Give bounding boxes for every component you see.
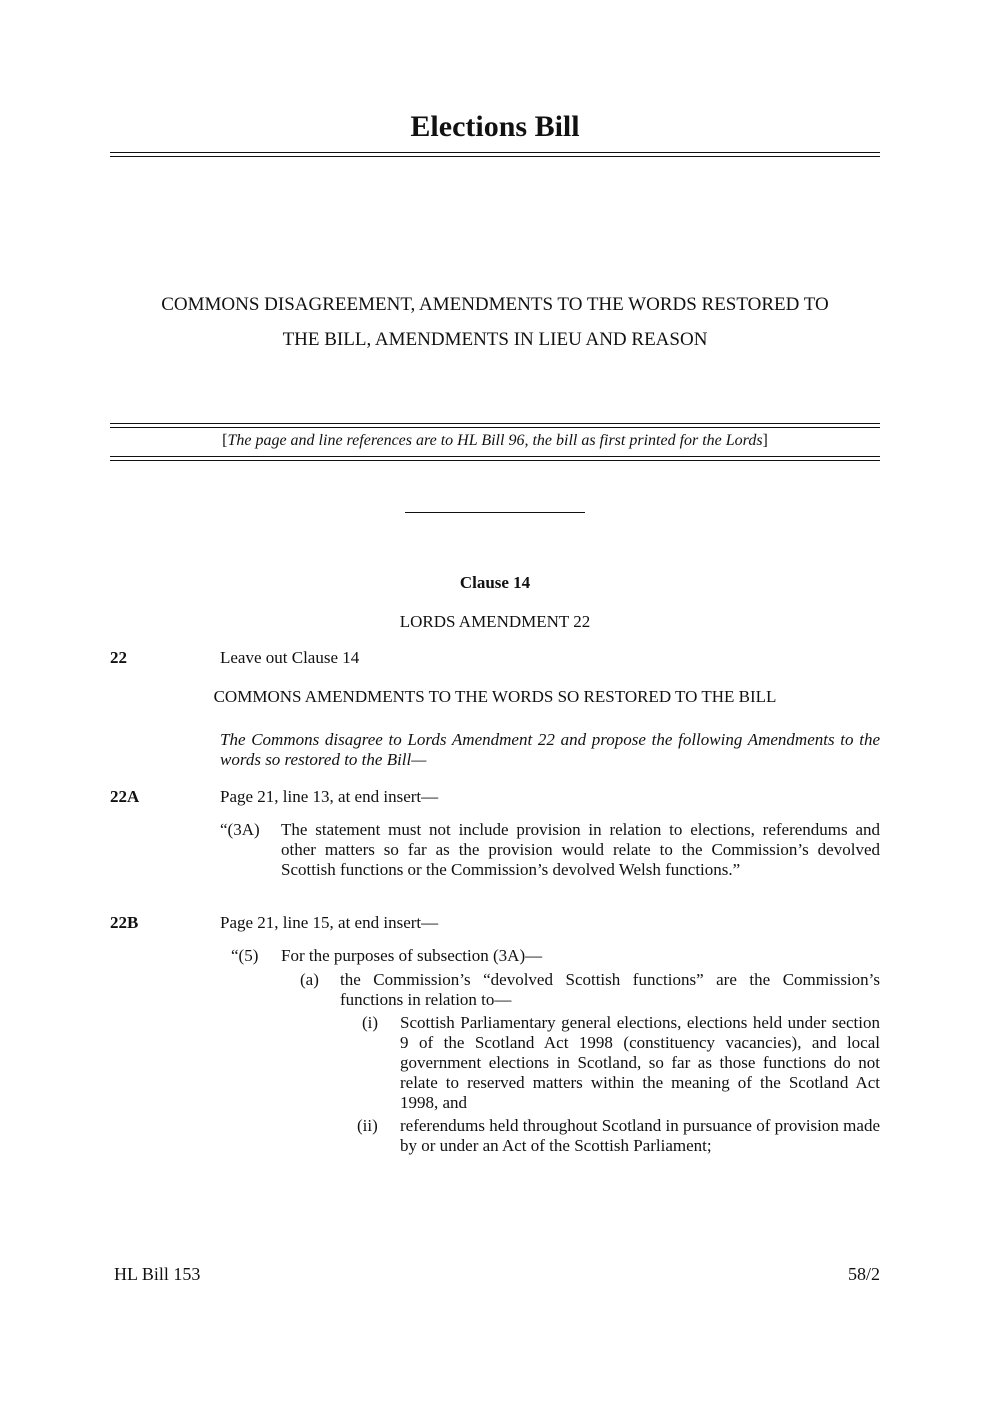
title-rule <box>110 152 880 153</box>
subsection-label: “(5) <box>231 946 259 965</box>
subsection-text: For the purposes of subsection (3A)— <box>281 946 543 965</box>
subsection-label: “(3A) <box>220 820 260 839</box>
amendment-instruction: Page 21, line 15, at end insert— <box>220 913 439 932</box>
paragraph-text: the Commission’s “devolved Scottish functions” are the Commission’s functions in relation to— <box>340 970 880 1009</box>
paragraph-label: (a) <box>300 970 319 989</box>
amendment-instruction: Page 21, line 13, at end insert— <box>220 787 439 806</box>
footer-bill-number: HL Bill 153 <box>114 1264 201 1284</box>
subparagraph-label: (i) <box>362 1013 379 1032</box>
bracket: ] <box>762 432 768 449</box>
lords-amendment-heading: LORDS AMENDMENT 22 <box>399 612 591 631</box>
document-title: Elections Bill <box>410 110 580 143</box>
title-rule <box>110 156 880 157</box>
note-rule <box>110 460 880 461</box>
note-rule <box>110 423 880 424</box>
subtitle-line: THE BILL, AMENDMENTS IN LIEU AND REASON <box>282 329 708 350</box>
amendment-number: 22A <box>110 787 140 806</box>
section-divider <box>405 512 585 513</box>
subparagraph-text: referendums held throughout Scotland in pursuance of provision made by or under an Act of the Scottish Parliament; <box>400 1116 880 1155</box>
subparagraph-label: (ii) <box>357 1116 378 1135</box>
amendment-text: Leave out Clause 14 <box>220 648 360 667</box>
note-rule <box>110 456 880 457</box>
bracket: [ <box>222 432 228 449</box>
commons-intro: The Commons disagree to Lords Amendment 22 and propose the following Amendments to the words so restored to the Bill— <box>220 730 880 769</box>
subtitle-line: COMMONS DISAGREEMENT, AMENDMENTS TO THE WORDS RESTORED TO <box>161 294 829 315</box>
subsection-text: The statement must not include provision in relation to elections, referendums and other matters so far as the provision would relate to the Commission’s devolved Scottish functions or the Commission’s devolved Welsh functions.” <box>281 820 880 879</box>
reference-note-text: The page and line references are to HL Bill 96, the bill as first printed for the Lords <box>227 432 763 449</box>
clause-heading: Clause 14 <box>459 573 531 592</box>
amendment-number: 22 <box>110 648 127 667</box>
commons-heading: COMMONS AMENDMENTS TO THE WORDS SO RESTORED TO THE BILL <box>213 687 777 706</box>
amendment-number: 22B <box>110 913 139 932</box>
note-rule <box>110 427 880 428</box>
footer-page-ref: 58/2 <box>847 1264 880 1284</box>
subparagraph-text: Scottish Parliamentary general elections, elections held under section 9 of the Scotland Act 1998 (constituency vacancies), and local government elections in Scotland, so far as those functions do not relate to reserved matters within the meaning of the Scotland Act 1998, and <box>400 1013 880 1112</box>
reference-note <box>110 432 880 450</box>
